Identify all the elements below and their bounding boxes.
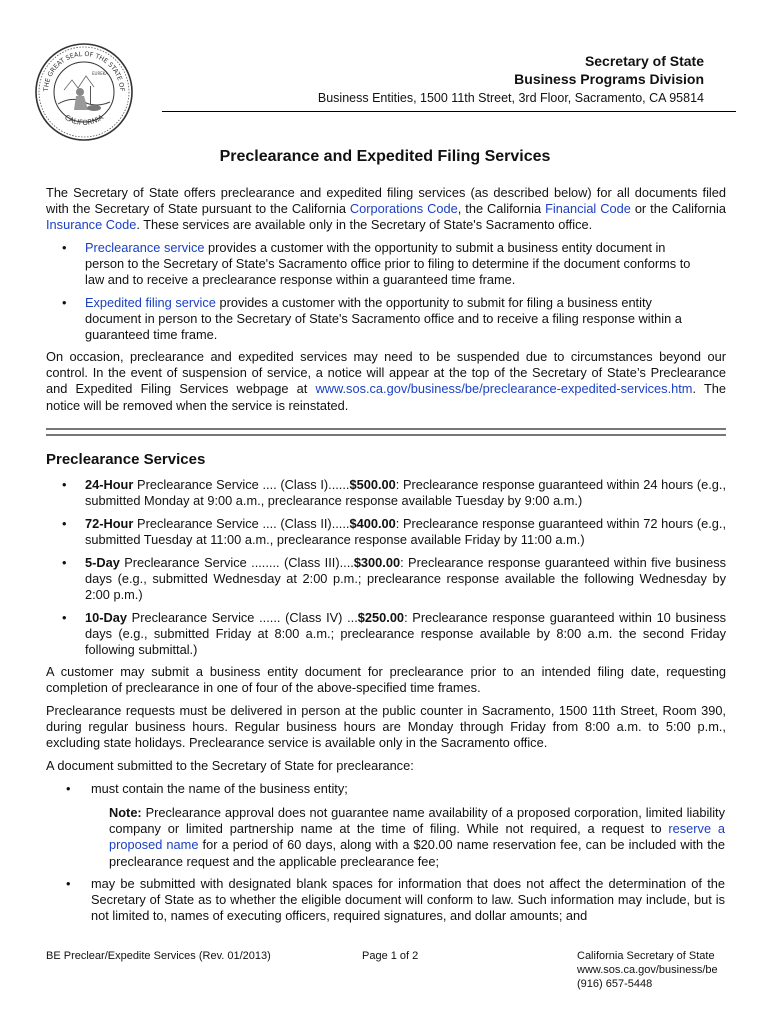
bullet-icon: • bbox=[62, 477, 67, 492]
preclearance-service-item: Preclearance service provides a customer with the opportunity to submit a business entity document in person to the Secretary of State's Sacramento office prior to filing to determine if the document conforms to law and to receive a preclearance response within a guaranteed time frame. bbox=[85, 240, 691, 288]
division-title: Business Programs Division bbox=[514, 71, 704, 87]
footer-organization: California Secretary of State bbox=[577, 950, 715, 962]
name-availability-note: Note: Preclearance approval does not guarantee name availability of a proposed corporation, limited liability company or limited partnership name at the time of filing. While not required, a request to reserve a proposed name for a period of 60 days, along with a $20.00 name reservation fee, can be included with the preclearance request and the applicable preclearance fee; bbox=[109, 805, 725, 869]
corporations-code-link[interactable]: Corporations Code bbox=[349, 201, 458, 217]
bullet-icon: • bbox=[62, 295, 67, 310]
preclearance-service-link[interactable]: Preclearance service bbox=[85, 240, 205, 255]
tier-10-day: 10-Day Preclearance Service ...... (Class IV) ...$250.00: Preclearance response guaranteed within 10 business days (e.g., submitted Friday at 8:00 a.m.; preclearance response available by 8:00 a.m. the second Friday following submittal.) bbox=[85, 610, 726, 658]
financial-code-link[interactable]: Financial Code bbox=[545, 201, 631, 217]
expedited-filing-service-link[interactable]: Expedited filing service bbox=[85, 295, 216, 310]
document-paragraph: A document submitted to the Secretary of State for preclearance: bbox=[46, 758, 414, 773]
header-divider bbox=[162, 111, 736, 112]
page-number: Page 1 of 2 bbox=[362, 950, 419, 962]
insurance-code-link[interactable]: Insurance Code bbox=[46, 217, 137, 233]
bullet-icon: • bbox=[62, 240, 67, 255]
requirement-blank-spaces: may be submitted with designated blank spaces for information that does not affect the determination of the Secretary of State as to whether the eligible document will conform to law. Such information may include, but is not limited to, names of executing officers, required signatures, and dollar amounts; and bbox=[91, 876, 725, 924]
tier-72-hour: 72-Hour Preclearance Service .... (Class II).....$400.00: Preclearance response guaranteed within 72 hours (e.g., submitted Tuesday at 11:00 a.m., preclearance response available Friday by 11:00 a.m.) bbox=[85, 516, 726, 548]
section-title: Preclearance Services bbox=[46, 451, 206, 468]
suspension-paragraph: On occasion, preclearance and expedited services may need to be suspended due to circumstances beyond our control. In the event of suspension of service, a notice will appear at the top of the Secretary of State’s Preclearance and Expedited Filing Services webpage at www.sos.ca.gov/business/be/preclearance-expedited-services.htm. The notice will be removed when the service is reinstated. bbox=[46, 349, 726, 413]
preclearance-webpage-link[interactable]: www.sos.ca.gov/business/be/preclearance-expedited-services.htm bbox=[315, 381, 693, 397]
seal-motto: EUREKA bbox=[92, 71, 109, 76]
intro-paragraph: The Secretary of State offers preclearance and expedited filing services (as described below) for all documents filed with the Secretary of State pursuant to the California Corporations Code, the California Financial Code or the California Insurance Code. These services are available only in the Secretary of State's Sacramento office. bbox=[46, 185, 726, 233]
seal-top-text: THE GREAT SEAL OF THE STATE OF bbox=[41, 49, 127, 92]
customer-paragraph: A customer may submit a business entity document for preclearance prior to an intended filing date, requesting completion of preclearance in one of four of the above-specified time frames. bbox=[46, 664, 726, 696]
bullet-icon: • bbox=[62, 610, 67, 625]
seal-bottom-text: CALIFORNIA bbox=[63, 113, 105, 128]
form-revision: BE Preclear/Expedite Services (Rev. 01/2013) bbox=[46, 950, 271, 962]
footer-phone: (916) 657-5448 bbox=[577, 978, 653, 990]
footer-website: www.sos.ca.gov/business/be bbox=[577, 964, 718, 976]
tier-5-day: 5-Day Preclearance Service ........ (Class III)....$300.00: Preclearance response guaranteed within five business days (e.g., submitted Wednesday at 2:00 p.m.; preclearance response available the following Wednesday by 2:00 p.m.) bbox=[85, 555, 726, 603]
tier-24-hour: 24-Hour Preclearance Service .... (Class I)......$500.00: Preclearance response guaranteed within 24 hours (e.g., submitted Monday at 9:00 a.m., preclearance response available Tuesday by 9:00 a.m.) bbox=[85, 477, 726, 509]
expedited-service-item: Expedited filing service provides a customer with the opportunity to submit for filing a business entity document in person to the Secretary of State's Sacramento office and to receive a filing response within a guaranteed time frame. bbox=[85, 295, 682, 343]
requests-paragraph: Preclearance requests must be delivered in person at the public counter in Sacramento, 1500 11th Street, Room 390, during regular business hours. Regular business hours are Monday through Friday from 8:00 a.m. to 5:00 p.m., excluding state holidays. Preclearance service is available only in the Sacramento office. bbox=[46, 703, 726, 751]
bullet-icon: • bbox=[62, 516, 67, 531]
page-title: Preclearance and Expedited Filing Services bbox=[219, 148, 551, 165]
bullet-icon: • bbox=[66, 781, 71, 796]
reserve-name-link[interactable]: reserve a proposed name bbox=[109, 821, 725, 853]
bullet-icon: • bbox=[66, 876, 71, 891]
section-divider bbox=[46, 428, 726, 436]
requirement-name: must contain the name of the business entity; bbox=[91, 781, 348, 796]
state-seal bbox=[34, 42, 134, 142]
agency-title: Secretary of State bbox=[584, 53, 704, 69]
bullet-icon: • bbox=[62, 555, 67, 570]
office-address: Business Entities, 1500 11th Street, 3rd Floor, Sacramento, CA 95814 bbox=[317, 91, 704, 105]
